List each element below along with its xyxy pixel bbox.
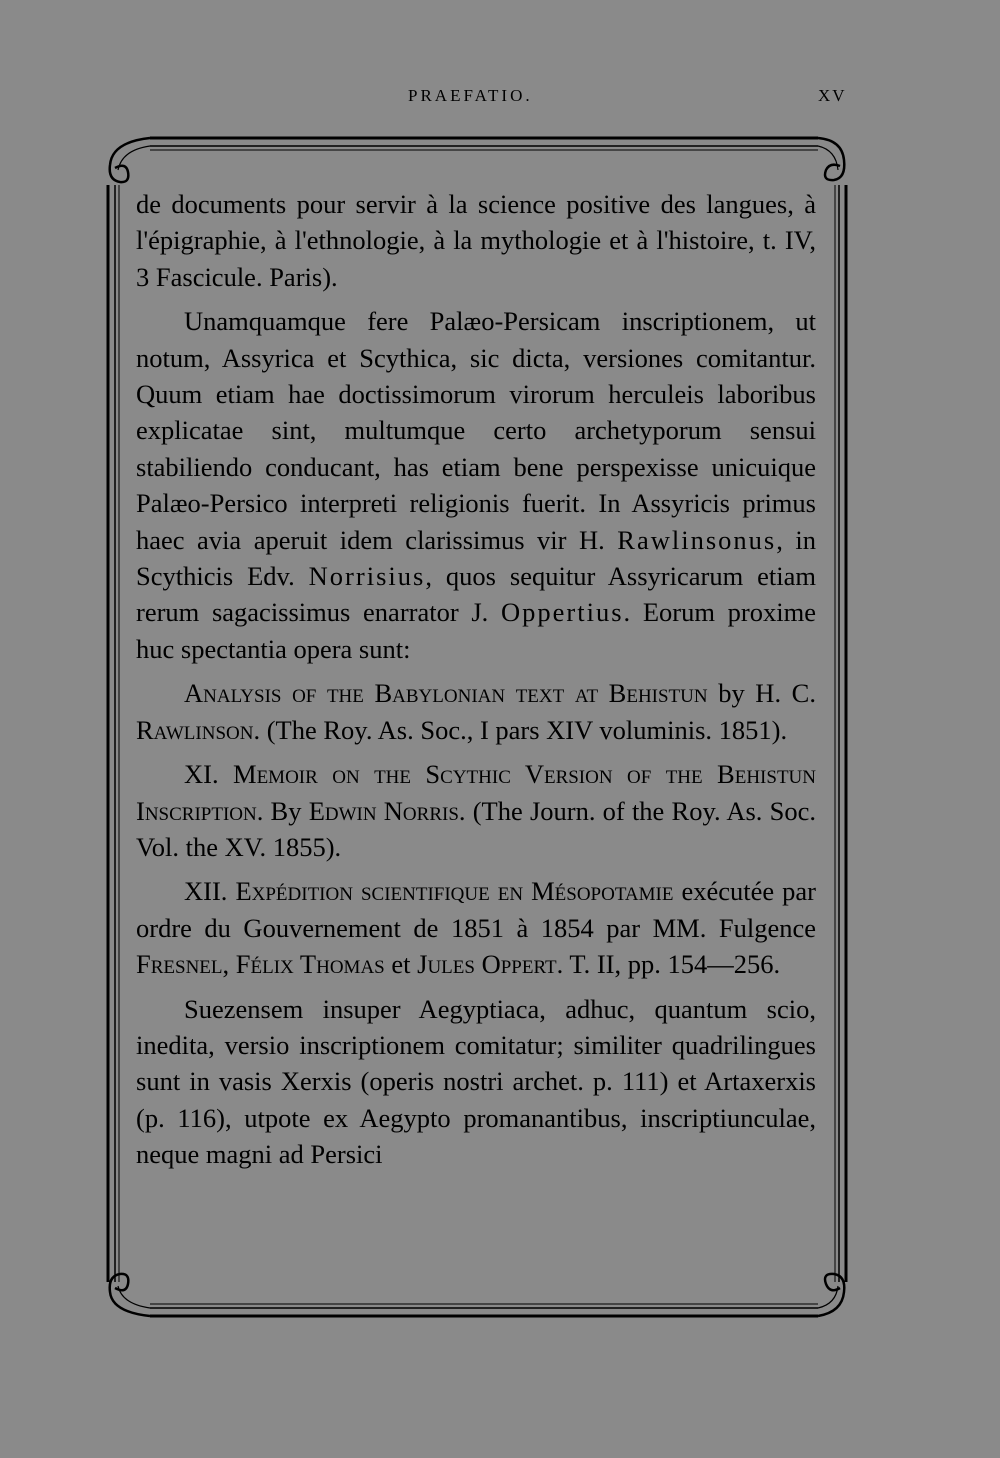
paragraph-2: [136, 303, 816, 667]
ref3-text-a: exécutée par ordre du Gouvernement de 1851 à 1854 par MM. Fulgence: [136, 876, 817, 943]
ref2-by: . By: [256, 795, 309, 826]
ref1-by: by H. C.: [707, 678, 816, 709]
p2-text-c: , quos sequitur Assyricarum etiam rerum sagacissimus enarrator J.: [136, 561, 816, 628]
ref3-rest: . T. II, pp. 154—256.: [556, 949, 781, 980]
ref3-oppert: Jules Oppert: [417, 949, 557, 980]
name-oppertius: Oppertius: [501, 597, 624, 628]
paragraph-3: Suezensem insuper Aegyptiaca, adhuc, quantum scio, inedita, versio inscriptionem comitatur; similiter quadrilingues sunt in vasis Xerxis (operis nostri archet. p. 111) et Artaxerxis (p. 116), utpote ex Aegypto promanantibus, inscriptiunculae, neque magni ad Persici: [136, 993, 816, 1170]
p2-text-b: , in Scythicis Edv.: [136, 524, 816, 592]
ref1-title: Analysis of the Babylonian text at Behistun: [184, 678, 708, 709]
ref2-author: Edwin Norris: [308, 795, 459, 826]
ref3-thomas: Félix Thomas: [235, 949, 385, 980]
name-rawlinsonus: Rawlinsonus: [617, 524, 777, 555]
name-norrisius: Norrisius: [308, 561, 426, 592]
ref2-rest: . (The Journ. of the Roy. As. Soc. Vol. the XV. 1855).: [136, 795, 816, 862]
ref3-text-c: et: [384, 949, 418, 980]
p2-text-a: Unamquamque fere Palæo-Persicam inscriptionem, ut notum, Assyrica et Scythica, sic dicta, versiones comitantur. Quum etiam hae doctissimorum virorum herculeis laboribus explicatae sint, multumque certo archetyporum sensui stabiliendo conducant, has etiam bene perspexisse unicuique Palæo-Persico interpreti religionis fuerit. In Assyricis primus haec avia aperuit idem clarissimus vir H.: [136, 306, 816, 555]
ref2-number: XI.: [184, 759, 234, 790]
p2-text-d: . Eorum proxime huc spectantia opera sunt:: [136, 597, 816, 664]
ref3-title: Expédition scientifique en Mésopotamie: [235, 876, 674, 907]
page-number: XV: [818, 86, 847, 105]
running-title: PRAEFATIO.: [408, 86, 533, 105]
ref3-number: XII.: [184, 876, 236, 907]
reference-scythic-version: [136, 756, 816, 865]
ref1-rest: . (The Roy. As. Soc., I pars XIV voluminis. 1851).: [253, 714, 788, 745]
ref3-text-b: ,: [222, 949, 236, 980]
ref2-title: Memoir on the Scythic Version of the Behistun Inscription: [136, 759, 816, 826]
ref3-fresnel: Fresnel: [136, 949, 223, 980]
reference-mesopotamie: [136, 873, 816, 982]
paragraph-1: de documents pour servir à la science positive des langues, à l'épigraphie, à l'ethnologie, à la mythologie et à l'histoire, t. IV, 3 Fascicule. Paris).: [136, 189, 816, 292]
reference-babylonian-text: [136, 675, 816, 748]
main-text: [136, 186, 816, 1173]
ref1-author: Rawlinson: [136, 714, 254, 745]
